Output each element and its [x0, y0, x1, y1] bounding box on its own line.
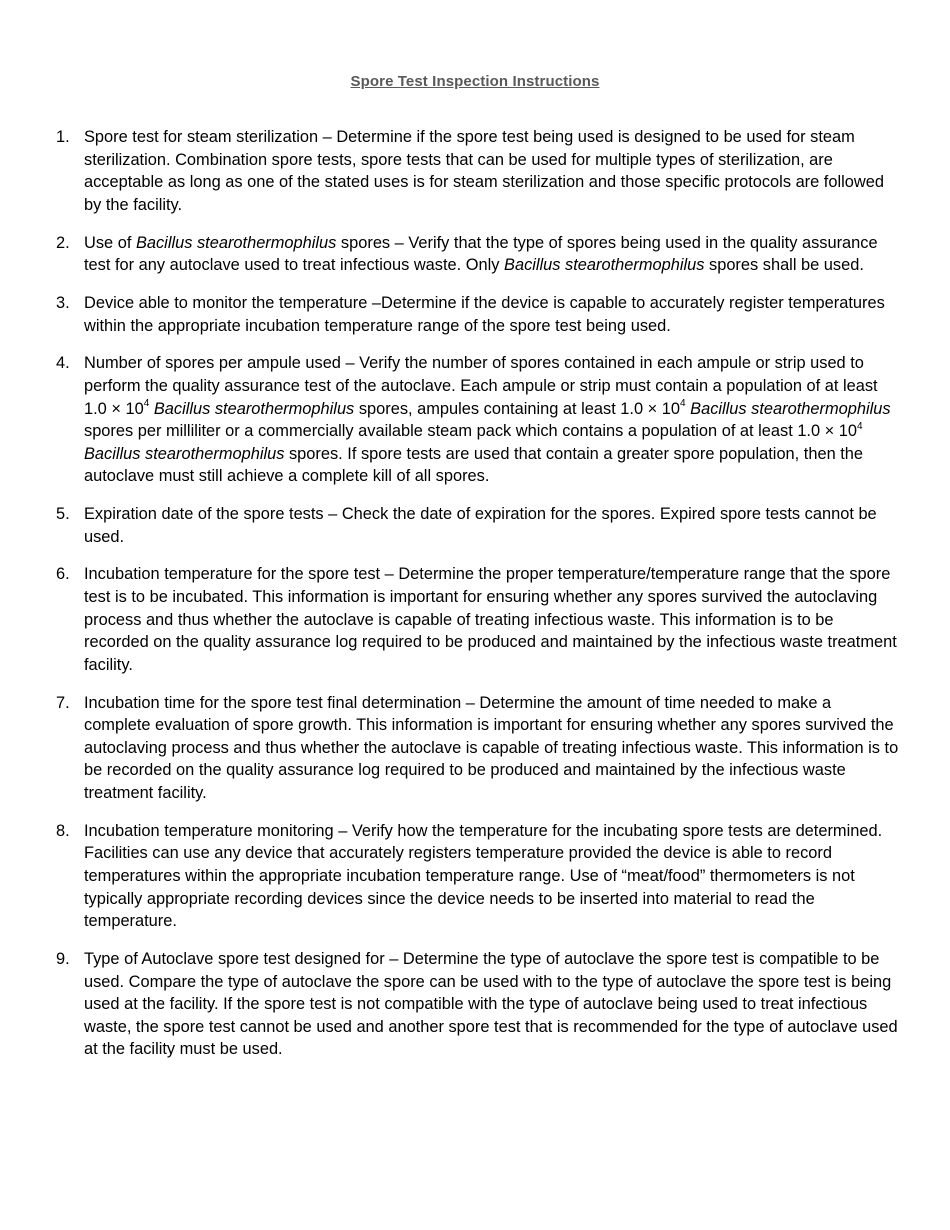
exponent: 4 — [857, 420, 863, 432]
text-run: Incubation temperature monitoring – Verify how the temperature for the incubating spore tests are determined. Facilities can use any device that accurately registers temperature provided the device is able to record temperatures within the appropriate incubation temperature range. Use of “meat/food” thermometers is not typically appropriate recording devices since the device needs to be inserted into material to read the temperature. — [84, 821, 883, 931]
species-name: Bacillus stearothermophilus — [153, 399, 355, 418]
text-run: Type of Autoclave spore test designed for – Determine the type of autoclave the spore test is compatible to be used. Compare the type of autoclave the spore can be used with to the type of autoclave the spore test is being used at the facility. If the spore test is not compatible with the type of autoclave being used to treat infectious waste, the spore test cannot be used and another spore test that is recommended for the type of autoclave used at the facility must be used. — [84, 949, 898, 1059]
instruction-item — [52, 352, 900, 488]
text-run: Incubation time for the spore test final determination – Determine the amount of time needed to make a complete evaluation of spore growth. This information is important for ensuring whether any spores survived the autoclaving process and thus whether the autoclave is capable of treating infectious waste. This information is to be recorded on the quality assurance log required to be produced and maintained by the infectious waste treatment facility. — [84, 693, 899, 802]
species-name: Bacillus stearothermophilus — [504, 256, 705, 275]
item-text — [84, 822, 882, 930]
item-text — [84, 128, 884, 214]
item-number: 7. — [56, 693, 70, 712]
text-run: Number of spores per ampule used – Verify the number of spores contained in each ampule or strip used to perform the quality assurance test of the autoclave. Each ampule or strip must contain a population of at least 1.0 × 10 — [84, 354, 878, 418]
item-number: 4. — [56, 354, 70, 373]
item-number: 9. — [56, 949, 70, 968]
text-run: spores shall be used. — [704, 256, 864, 275]
instruction-item — [52, 126, 900, 216]
instruction-item — [52, 692, 900, 805]
item-text — [84, 505, 877, 546]
item-text — [84, 565, 897, 673]
item-number: 3. — [56, 293, 70, 312]
item-number: 2. — [56, 233, 70, 252]
item-number: 5. — [56, 505, 70, 524]
instruction-item — [52, 948, 900, 1061]
text-run: spores per milliliter or a commercially available steam pack which contains a population of at least 1.0 × 10 — [84, 422, 858, 441]
instruction-item — [52, 563, 900, 676]
item-text — [84, 354, 891, 485]
instruction-item — [52, 820, 900, 933]
text-run: Use of — [84, 233, 136, 252]
page-title: Spore Test Inspection Instructions — [350, 73, 600, 90]
instruction-item — [52, 292, 900, 337]
text-run: spores. If spore tests are used that contain a greater spore population, then the autoclave must still achieve a complete kill of all spores. — [84, 444, 864, 486]
instruction-item — [52, 503, 900, 548]
item-text — [84, 694, 898, 802]
text-run: Expiration date of the spore tests – Check the date of expiration for the spores. Expired spore tests cannot be used. — [84, 505, 877, 546]
exponent: 4 — [143, 398, 150, 410]
text-run: Incubation temperature for the spore test – Determine the proper temperature/temperature range that the spore test is to be incubated. This information is important for ensuring whether any spores survived the autoclaving process and thus whether the autoclave is capable of treating infectious waste. This information is to be recorded on the quality assurance log required to be produced and maintained by the infectious waste treatment facility. — [84, 565, 897, 674]
item-text — [84, 950, 898, 1058]
item-number: 8. — [56, 821, 70, 840]
species-name: Bacillus stearothermophilus — [84, 444, 285, 463]
species-name: Bacillus stearothermophilus — [690, 399, 891, 418]
item-text — [84, 234, 878, 275]
text-run: Spore test for steam sterilization – Determine if the spore test being used is designed to be used for steam sterilization. Combination spore tests, spore tests that can be used for multiple types of sterilization, are acceptable as long as one of the stated uses is for steam sterilization and those specific protocols are followed by the facility. — [84, 128, 884, 214]
text-run: spores, ampules containing at least 1.0 × 10 — [354, 399, 681, 418]
instruction-list — [52, 126, 900, 1076]
text-run: Device able to monitor the temperature –Determine if the device is capable to accurately register temperatures within the appropriate incubation temperature range of the spore test being used. — [84, 293, 885, 335]
item-number: 1. — [56, 128, 70, 146]
item-number: 6. — [56, 565, 70, 584]
instruction-item — [52, 232, 900, 277]
species-name: Bacillus stearothermophilus — [135, 233, 337, 252]
text-run: spores – Verify that the type of spores being used in the quality assurance test for any autoclave used to treat infectious waste. Only — [84, 233, 878, 275]
item-text — [84, 294, 885, 335]
exponent: 4 — [680, 398, 686, 410]
